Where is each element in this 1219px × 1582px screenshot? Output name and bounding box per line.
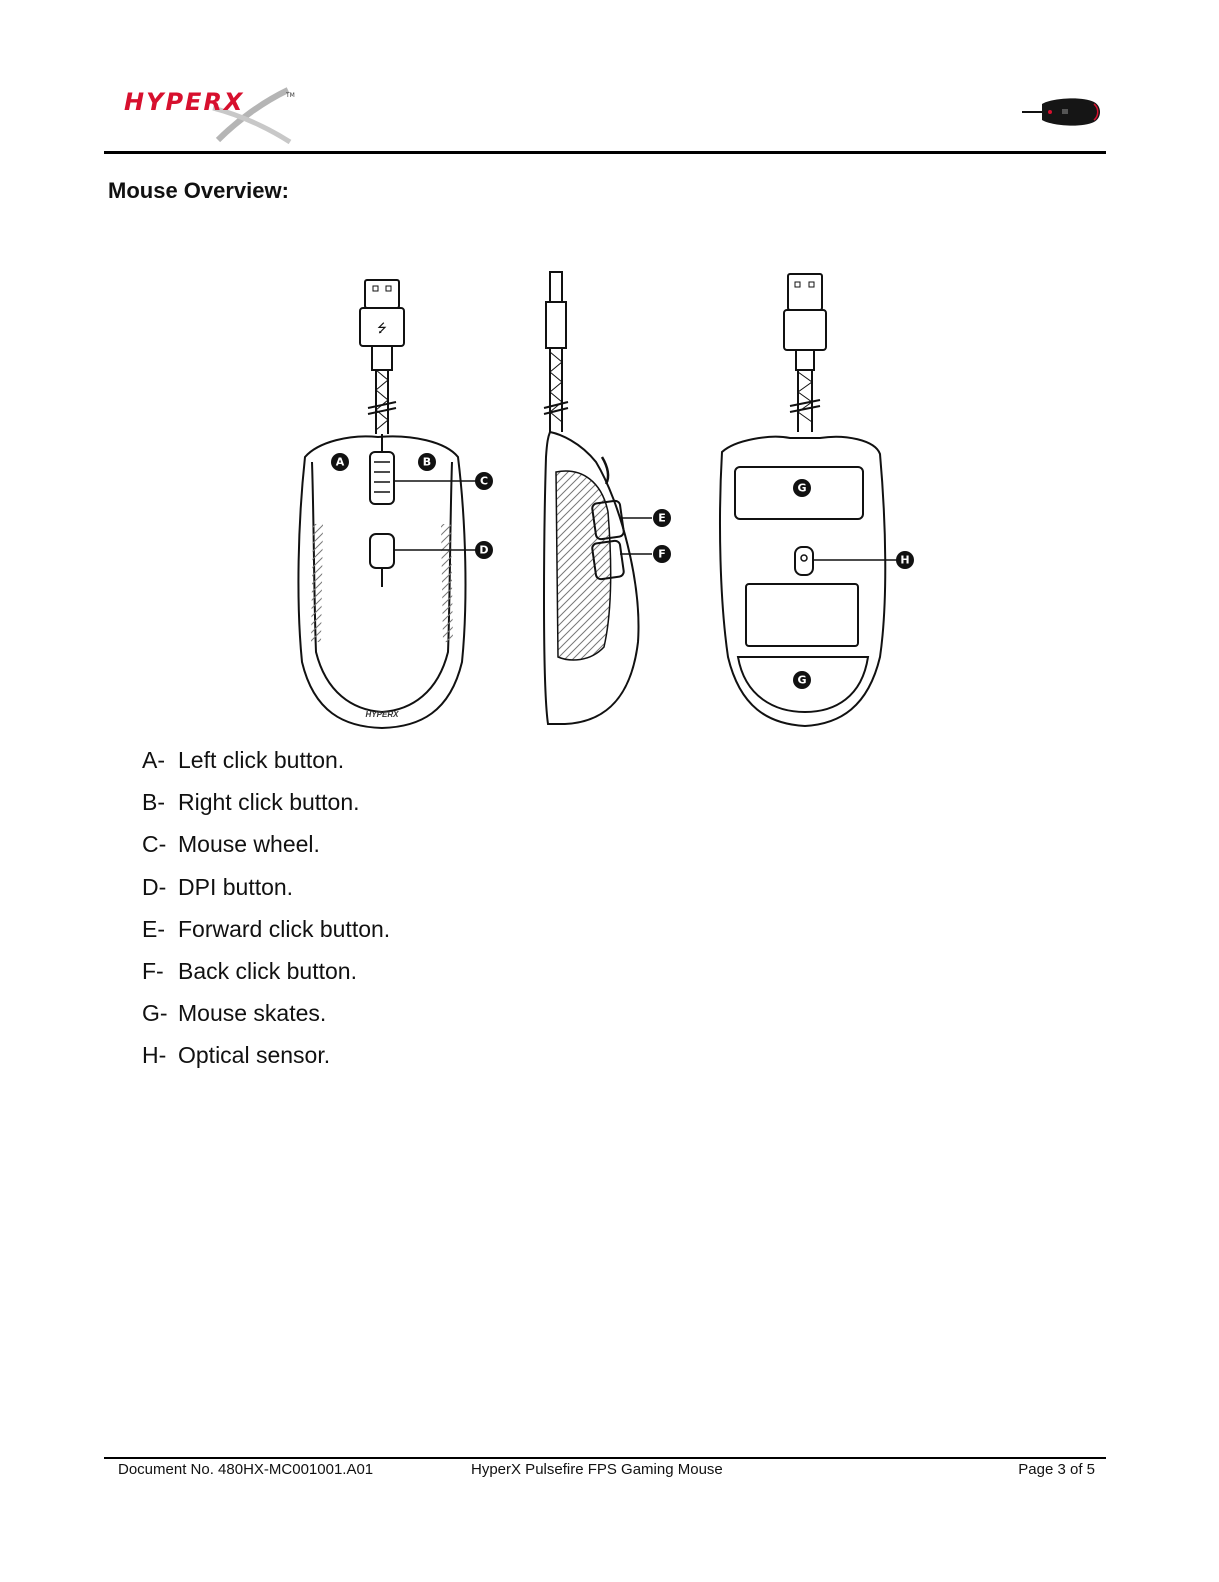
callout-c — [475, 472, 493, 490]
legend-text: Right click button. — [178, 789, 360, 816]
callout-f — [653, 545, 671, 563]
mouse-diagram — [290, 262, 930, 732]
legend-item — [142, 1039, 390, 1081]
legend-text: Optical sensor. — [178, 1042, 331, 1069]
svg-text:G: G — [797, 481, 807, 495]
footer-rule — [104, 1457, 1106, 1459]
svg-text:F: F — [658, 547, 666, 561]
legend-item — [142, 828, 390, 870]
callout-e — [653, 509, 671, 527]
legend-item — [142, 786, 390, 828]
callout-b — [418, 453, 436, 471]
legend-key: A- — [142, 747, 165, 773]
mouse-bottom-view — [720, 274, 902, 726]
svg-text:TM: TM — [286, 92, 295, 99]
mouse-side-view — [544, 272, 652, 724]
svg-text:HYPERX: HYPERX — [124, 88, 245, 116]
legend-key: D- — [142, 873, 167, 900]
legend-text: Left click button. — [178, 747, 345, 773]
legend-text: Mouse wheel. — [178, 831, 320, 858]
callout-g-bottom — [793, 671, 811, 689]
legend-item — [142, 955, 390, 997]
callout-h — [896, 551, 914, 569]
hyperx-logo — [118, 80, 308, 144]
legend-key: B- — [142, 789, 165, 816]
svg-text:B: B — [422, 455, 432, 469]
legend-item — [142, 871, 390, 913]
parts-legend — [142, 744, 390, 1082]
legend-item — [142, 997, 390, 1039]
legend-text: Mouse skates. — [178, 1000, 327, 1027]
callout-d — [475, 541, 493, 559]
svg-text:HYPERX: HYPERX — [365, 710, 399, 719]
legend-key: G- — [142, 1000, 168, 1027]
legend-item — [142, 744, 390, 786]
footer-product-name: HyperX Pulsefire FPS Gaming Mouse — [471, 1461, 723, 1478]
svg-text:C: C — [479, 474, 489, 488]
svg-text:G: G — [797, 673, 807, 687]
header-rule — [104, 151, 1106, 154]
svg-text:A: A — [335, 455, 345, 469]
callout-a — [331, 453, 349, 471]
legend-key: H- — [142, 1042, 167, 1069]
legend-item — [142, 913, 390, 955]
footer-document-number: Document No. 480HX-MC001001.A01 — [118, 1461, 374, 1478]
callout-g-top — [793, 479, 811, 497]
legend-text: Forward click button. — [178, 915, 391, 942]
svg-text:H: H — [900, 553, 910, 567]
legend-key: C- — [142, 831, 167, 858]
svg-text:D: D — [479, 543, 489, 557]
mouse-product-icon — [1022, 92, 1104, 132]
legend-key: F- — [142, 957, 164, 984]
legend-key: E- — [142, 915, 165, 942]
section-title: Mouse Overview: — [108, 178, 289, 203]
legend-text: Back click button. — [178, 957, 357, 984]
usb-icon: ⭍ — [377, 321, 387, 335]
footer-page-number: Page 3 of 5 — [1018, 1461, 1095, 1478]
legend-text: DPI button. — [178, 873, 294, 900]
svg-text:E: E — [658, 511, 666, 525]
mouse-top-view — [298, 280, 476, 728]
